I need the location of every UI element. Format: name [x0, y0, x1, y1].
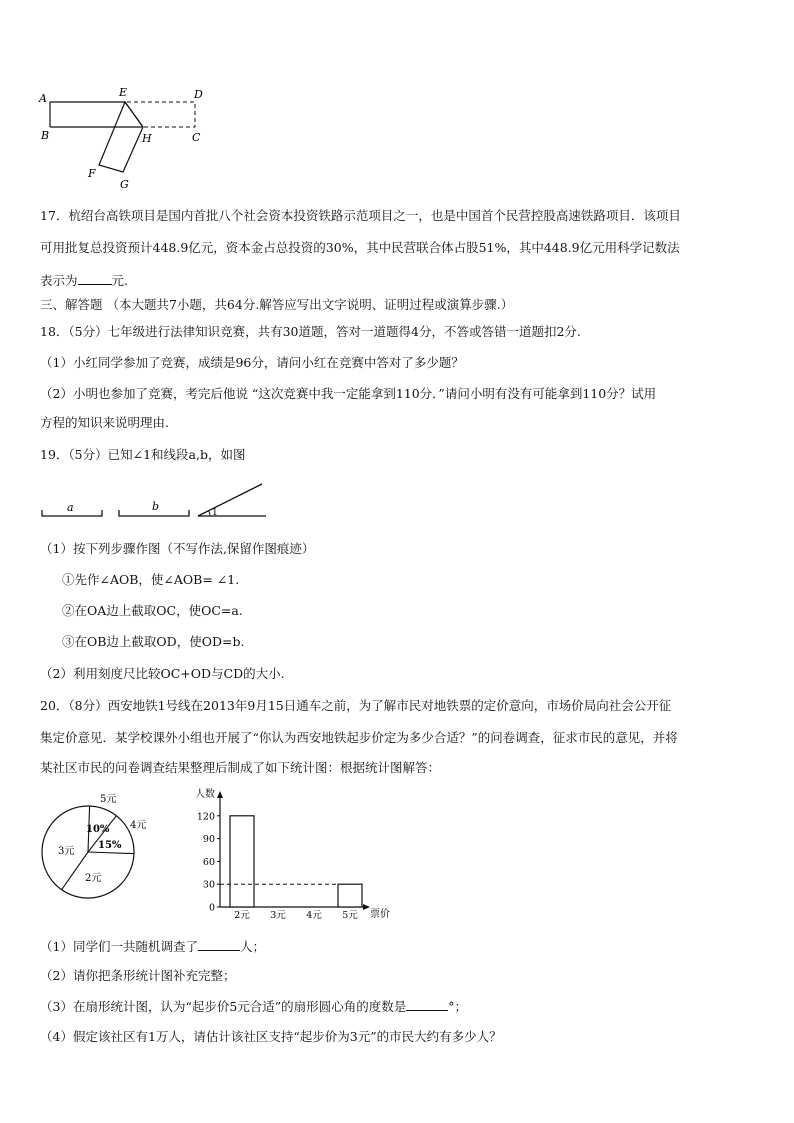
answer-blank-q20-1[interactable] — [198, 938, 240, 951]
q20-line3: 某社区市民的问卷调查结果整理后制成了如下统计图：根据统计图解答： — [40, 760, 441, 775]
pie-divider-3 — [62, 852, 88, 890]
q18-part2-line2: 方程的知识来说明理由. — [40, 415, 169, 430]
x-tick-label-1: 3元 — [270, 910, 286, 921]
x-tick-label-0: 2元 — [234, 910, 250, 921]
folded-quadrilateral — [99, 102, 143, 172]
bar-0 — [230, 816, 254, 907]
rectangle-abcd-dashed — [50, 102, 195, 127]
q19-part2: （2）利用刻度尺比较OC+OD与CD的大小. — [40, 666, 285, 681]
q20-part3-post: °； — [448, 999, 467, 1014]
q20-line2: 集定价意见．某学校课外小组也开展了“你认为西安地铁起步价定为多少合适？”的问卷调查，征求市民的意见，并将 — [40, 730, 678, 745]
label-segment-b: b — [152, 500, 160, 513]
label-d: D — [194, 88, 203, 101]
bar-chart — [192, 785, 402, 925]
x-tick-label-2: 4元 — [306, 910, 322, 921]
q20-part3 — [40, 998, 760, 1015]
label-c: C — [192, 131, 201, 144]
q19-figure — [36, 480, 276, 522]
q17-line3-post: 元. — [111, 273, 128, 288]
label-f: F — [88, 167, 96, 180]
y-axis-label: 人数 — [195, 789, 215, 800]
q19-step1: ①先作∠AOB，使∠AOB= ∠1. — [62, 572, 240, 587]
q19-step2: ②在OA边上截取OC，使OC=a. — [62, 603, 243, 618]
pie-label-1: 4元 — [130, 820, 147, 831]
label-segment-a: a — [67, 501, 74, 514]
fold-line-eh — [125, 102, 143, 127]
label-g: G — [120, 178, 129, 191]
q18-part2-line1: （2）小明也参加了竞赛，考完后他说 “这次竞赛中我一定能拿到110分．”请问小明有没有可能拿到110分？试用 — [40, 386, 657, 401]
q18-part1: （1）小红同学参加了竞赛，成绩是96分，请问小红在竞赛中答对了多少题？ — [40, 355, 464, 370]
q20-part3-pre: （3）在扇形统计图，认为“起步价5元合适”的扇形圆心角的度数是 — [40, 999, 407, 1014]
geometry-figure-16 — [30, 80, 220, 195]
x-axis-arrow — [363, 904, 370, 910]
y-tick-label-1: 30 — [202, 879, 215, 891]
q20-part1-pre: （1）同学们一共随机调查了 — [40, 939, 198, 954]
pie-value-label-0: 10% — [86, 824, 110, 835]
answer-blank-q20-3[interactable] — [406, 998, 448, 1011]
pie-label-3: 2元 — [85, 873, 102, 884]
pie-root — [42, 793, 146, 898]
angle-1-ray-oblique — [198, 484, 262, 516]
q20-part1-post: 人； — [239, 939, 265, 954]
x-axis-label: 票价 — [370, 909, 390, 920]
x-tick-label-3: 5元 — [342, 910, 358, 921]
label-e: E — [119, 86, 128, 99]
q17-line1: 17．杭绍台高铁项目是国内首批八个社会资本投资铁路示范项目之一，也是中国首个民营控股高速铁路项目．该项目 — [40, 208, 681, 223]
label-b: B — [41, 129, 50, 142]
bar-root — [195, 787, 390, 921]
pie-value-label-1: 15% — [98, 840, 122, 851]
pie-label-0: 5元 — [100, 794, 117, 805]
q19-stem: 19．（5分）已知∠1和线段a,b，如图 — [40, 447, 246, 462]
section-3-heading: 三、解答题 （本大题共7小题，共64分.解答应写出文字说明、证明过程或演算步骤.） — [40, 297, 514, 312]
q17-line3-pre: 表示为 — [40, 273, 78, 288]
label-h: H — [142, 132, 152, 145]
y-axis-arrow — [217, 791, 223, 798]
label-angle-1: 1 — [212, 508, 218, 518]
q19-part1: （1）按下列步骤作图（不写作法,保留作图痕迹） — [40, 541, 315, 556]
y-tick-label-0: 0 — [208, 902, 215, 914]
label-a: A — [39, 92, 47, 105]
y-tick-label-4: 120 — [196, 811, 215, 823]
q20-line1: 20．（8分）西安地铁1号线在2013年9月15日通车之前，为了解市民对地铁票的定价意向，市场价局向社会公开征 — [40, 698, 672, 713]
q20-part4: （4）假定该社区有1万人，请估计该社区支持“起步价为3元”的市民大约有多少人？ — [40, 1029, 502, 1044]
q17-line2: 可用批复总投资预计448.9亿元，资本金占总投资的30%，其中民营联合体占股51%，其中448.9亿元用科学记数法 — [40, 240, 680, 255]
y-tick-label-3: 90 — [202, 834, 215, 846]
pie-chart — [30, 788, 170, 918]
q19-step3: ③在OB边上截取OD，使OD=b. — [62, 634, 245, 649]
bar-3 — [338, 884, 362, 907]
q20-part1 — [40, 938, 760, 955]
answer-blank-q17[interactable] — [78, 272, 112, 285]
pie-label-2: 3元 — [58, 846, 75, 857]
y-tick-label-2: 60 — [202, 856, 215, 868]
q18-stem: 18．（5分）七年级进行法律知识竞赛，共有30道题，答对一道题得4分，不答或答错一道题扣2分. — [40, 324, 581, 339]
q20-part2: （2）请你把条形统计图补充完整； — [40, 968, 236, 983]
q17-line3 — [40, 272, 760, 289]
angle-1-arc — [209, 511, 210, 516]
pie-divider-2 — [88, 852, 134, 854]
